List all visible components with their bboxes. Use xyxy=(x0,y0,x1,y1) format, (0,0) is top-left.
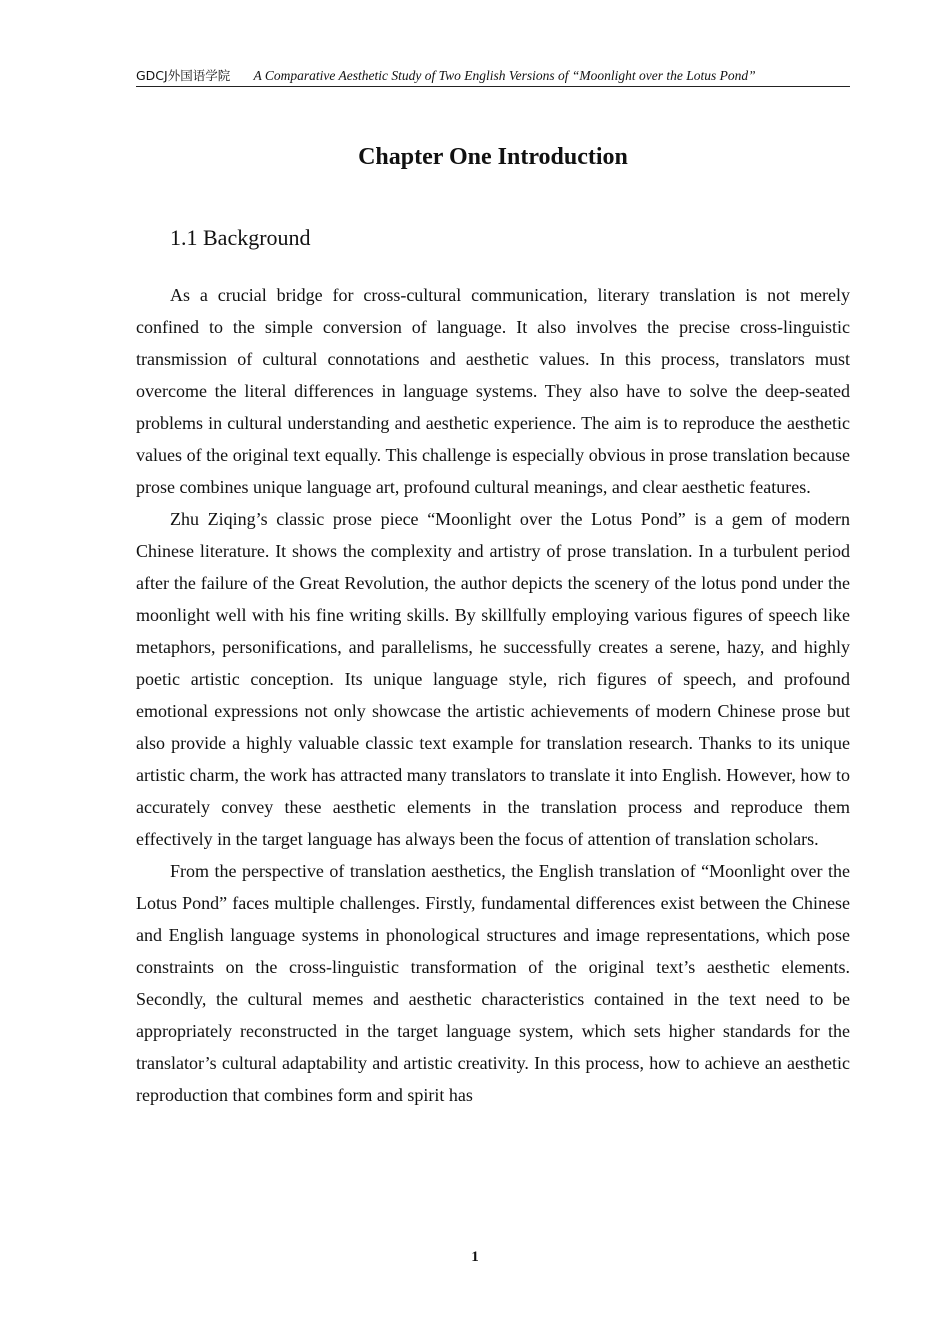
paragraph-1: As a crucial bridge for cross-cultural communication, literary translation is not merely confined to the simple conversion of language. It also involves the precise cross-linguistic transmission of cultural connotations and aesthetic values. In this process, translators must overcome the literal differences in language systems. They also have to solve the deep-seated problems in cultural understanding and aesthetic experience. The aim is to reproduce the aesthetic values of the original text equally. This challenge is especially obvious in prose translation because prose combines unique language art, profound cultural meanings, and clear aesthetic features. xyxy=(136,285,850,497)
page-number: 1 xyxy=(471,1249,479,1265)
chapter-title: Chapter One Introduction xyxy=(358,144,628,170)
paragraph-3: From the perspective of translation aesthetics, the English translation of “Moonlight over the Lotus Pond” faces multiple challenges. Firstly, fundamental differences exist between the Chinese and English language systems in phonological structures and image representations, which pose constraints on the cross-linguistic transformation of the original text’s aesthetic elements. Secondly, the cultural memes and aesthetic characteristics contained in the text need to be appropriately reconstructed in the target language system, which sets higher standards for the translator’s cultural adaptability and artistic creativity. In this process, how to achieve an aesthetic reproduction that combines form and spirit has xyxy=(136,861,850,1105)
running-header xyxy=(136,66,850,87)
section-heading: 1.1 Background xyxy=(170,225,311,250)
body-text xyxy=(136,279,850,1111)
header-institution: GDCJ外国语学院 xyxy=(136,68,231,83)
paragraph-2: Zhu Ziqing’s classic prose piece “Moonlight over the Lotus Pond” is a gem of modern Chinese literature. It shows the complexity and artistry of prose translation. In a turbulent period after the failure of the Great Revolution, the author depicts the scenery of the lotus pond under the moonlight well with his fine writing skills. By skillfully employing various figures of speech like metaphors, personifications, and parallelisms, he successfully creates a serene, hazy, and highly poetic artistic conception. Its unique language style, rich figures of speech, and profound emotional expressions not only showcase the artistic achievements of modern Chinese prose but also provide a highly valuable classic text example for translation research. Thanks to its unique artistic charm, the work has attracted many translators to translate it into English. However, how to accurately convey these aesthetic elements in the translation process and reproduce them effectively in the target language has always been the focus of attention of translation scholars. xyxy=(136,509,850,849)
header-thesis-title: A Comparative Aesthetic Study of Two English Versions of “Moonlight over the Lotus Pond” xyxy=(253,68,756,83)
